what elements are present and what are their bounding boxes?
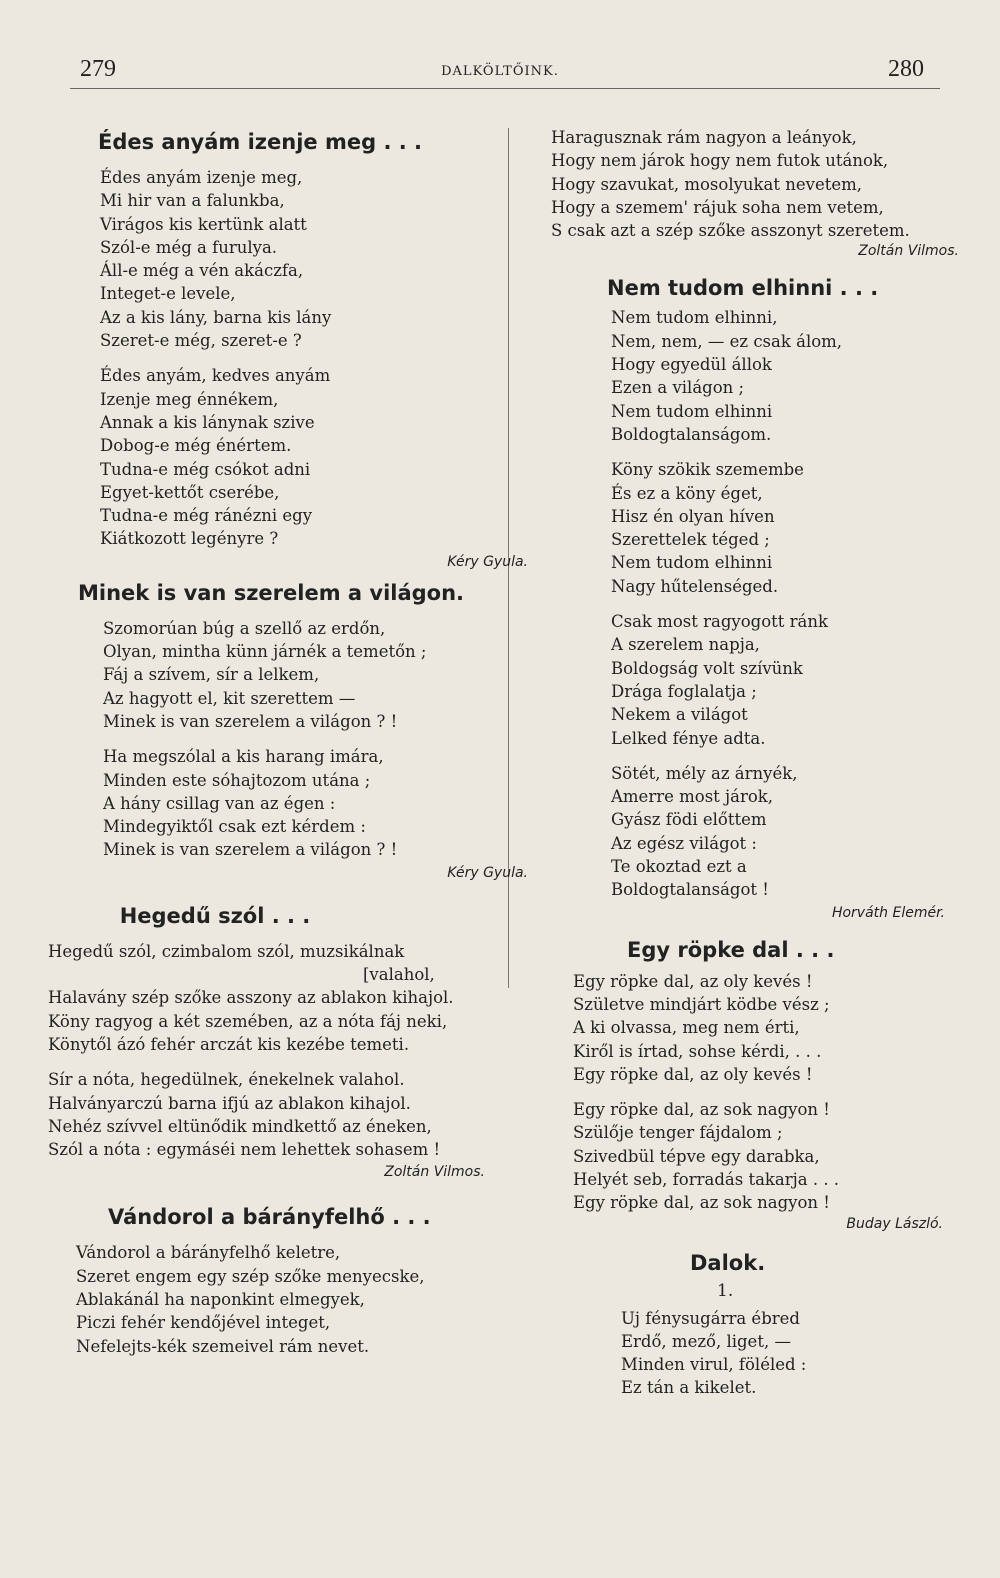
verse-line: Egy röpke dal, az sok nagyon ! (573, 1193, 830, 1213)
verse-line: Fáj a szívem, sír a lelkem, (103, 665, 320, 685)
poem-dalok (545, 1249, 965, 1400)
verse-line: Uj fénysugárra ébred (621, 1308, 800, 1328)
verse-line: Egyet-kettőt cserébe, (100, 482, 280, 502)
stanza (100, 166, 490, 352)
poem-author: Horváth Elemér. (831, 904, 945, 921)
stanza (611, 610, 965, 750)
verse-line: [valahol, (363, 965, 435, 985)
poem-edes-anyam (98, 128, 528, 573)
verse-line: Csak most ragyogott ránk (611, 612, 828, 632)
verse-line: Szól-e még a furulya. (100, 237, 278, 257)
stanza (103, 745, 490, 861)
page-header (0, 56, 1000, 86)
verse-line: A ki olvassa, meg nem érti, (573, 1018, 800, 1038)
verse-line: Hegedű szól, czimbalom szól, muzsikálnak (48, 941, 405, 961)
verse-line: Nefelejts-kék szemeivel rám nevet. (76, 1336, 370, 1356)
verse-line: S csak azt a szép szőke asszonyt szeretem. (551, 221, 910, 241)
stanza (76, 1241, 490, 1357)
verse-line: Szeret-e még, szeret-e ? (100, 331, 302, 351)
verse-line: Minden este sóhajtozom utána ; (103, 770, 371, 790)
poem-title: Vándorol a bárányfelhő . . . (108, 1205, 431, 1230)
stanza (621, 1307, 965, 1400)
stanza (551, 126, 965, 242)
stanza (48, 1068, 490, 1161)
stanza (573, 1098, 965, 1214)
right-column (545, 126, 965, 1412)
verse-line: Nem tudom elhinni (611, 553, 773, 573)
verse-line: Születve mindjárt ködbe vész ; (573, 994, 830, 1014)
verse-line: Nem tudom elhinni (611, 401, 773, 421)
verse-line: Vándorol a bárányfelhő keletre, (76, 1243, 341, 1263)
verse-line: Szomorúan búg a szellő az erdőn, (103, 618, 386, 638)
verse-line: Minek is van szerelem a világon ? ! (103, 711, 398, 731)
verse-line: Áll-e még a vén akáczfa, (100, 261, 304, 281)
verse-line: Hogy szavukat, mosolyukat nevetem, (551, 174, 863, 194)
poem-author: Kéry Gyula. (447, 553, 528, 570)
poem-author: Kéry Gyula. (447, 864, 528, 881)
stanza (611, 458, 965, 598)
poem-hegedu-szol (40, 902, 490, 1184)
poem-title: Édes anyám izenje meg . . . (98, 130, 422, 154)
poem-vandorol (40, 1203, 490, 1357)
verse-line: Minek is van szerelem a világon ? ! (103, 840, 398, 860)
verse-line: Gyász födi előttem (611, 810, 767, 830)
verse-line: Nem, nem, — ez csak álom, (611, 331, 843, 351)
verse-line: A hány csillag van az égen : (103, 793, 336, 813)
stanza (573, 970, 965, 1086)
poem-author: Zoltán Vilmos. (384, 1164, 485, 1181)
verse-line: Szerettelek téged ; (611, 530, 770, 550)
verse-line: Ablakánál ha naponkint elmegyek, (76, 1289, 365, 1309)
stanza (611, 762, 965, 902)
verse-line: Piczi fehér kendőjével integet, (76, 1313, 331, 1333)
poem-body (611, 306, 965, 901)
verse-line: Szeret engem egy szép szőke menyecske, (76, 1266, 425, 1286)
stanza (611, 306, 965, 446)
verse-line: Tudna-e még csókot adni (100, 459, 311, 479)
verse-line: Minden virul, föléled : (621, 1355, 807, 1375)
poem-egy-ropke-dal (545, 936, 965, 1235)
verse-line: Sír a nóta, hegedülnek, énekelnek valahol. (48, 1070, 405, 1090)
stanza (103, 617, 490, 733)
verse-line: Az hagyott el, kit szerettem — (103, 688, 356, 708)
verse-line: Az egész világot : (611, 833, 757, 853)
verse-line: Hogy nem járok hogy nem futok utánok, (551, 151, 889, 171)
verse-line: Integet-e levele, (100, 284, 236, 304)
poem-title: Minek is van szerelem a világon. (78, 580, 465, 605)
poem-author: Zoltán Vilmos. (858, 243, 959, 260)
verse-line: Drága foglalatja ; (611, 681, 757, 701)
poem-title: Dalok. (690, 1250, 766, 1275)
header-rule (70, 88, 940, 89)
verse-line: Egy röpke dal, az oly kevés ! (573, 971, 813, 991)
verse-line: Izenje meg énnékem, (100, 389, 279, 409)
verse-line: Virágos kis kertünk alatt (100, 214, 307, 234)
verse-line: Halavány szép szőke asszony az ablakon kihajol. (48, 988, 454, 1008)
verse-line: Annak a kis lánynak szive (100, 412, 315, 432)
verse-line: Édes anyám, kedves anyám (100, 366, 331, 386)
verse-line: Szól a nóta : egymáséi nem lehettek sohasem ! (48, 1140, 441, 1160)
verse-line: Hogy a szemem' rájuk soha nem vetem, (551, 197, 884, 217)
verse-line: Nagy hűtelenséged. (611, 576, 779, 596)
section-number: 1. (717, 1280, 734, 1301)
verse-line: Kiről is írtad, sohse kérdi, . . . (573, 1041, 822, 1061)
verse-line: Helyét seb, forradás takarja . . . (573, 1169, 840, 1189)
verse-line: Hogy egyedül állok (611, 355, 772, 375)
verse-line: Halványarczú barna ifjú az ablakon kihajol. (48, 1093, 411, 1113)
verse-line: Az a kis lány, barna kis lány (100, 307, 332, 327)
verse-line: Mindegyiktől csak ezt kérdem : (103, 817, 366, 837)
poem-title: Egy röpke dal . . . (627, 937, 835, 962)
verse-line: Nekem a világot (611, 705, 748, 725)
verse-line: Erdő, mező, liget, — (621, 1331, 791, 1351)
verse-line: Könytől ázó fehér arczát kis kezébe temeti. (48, 1034, 410, 1054)
verse-line: Hisz én olyan híven (611, 506, 775, 526)
verse-line: Nehéz szívvel eltünődik mindkettő az éneken, (48, 1116, 432, 1136)
verse-line: Ha megszólal a kis harang imára, (103, 747, 384, 767)
verse-line: Boldogtalanságom. (611, 424, 772, 444)
poem-title: Nem tudom elhinni . . . (607, 276, 879, 301)
verse-line: A szerelem napja, (611, 635, 760, 655)
verse-line: Haragusznak rám nagyon a leányok, (551, 128, 857, 147)
poem-title: Hegedű szól . . . (119, 903, 311, 928)
verse-line: Dobog-e még énértem. (100, 436, 292, 456)
verse-line: Ezen a világon ; (611, 378, 745, 398)
poem-minek-is-van (78, 579, 528, 884)
running-title: DALKÖLTŐINK. (441, 64, 559, 79)
verse-line: Édes anyám izenje meg, (100, 168, 303, 187)
poem-body (573, 970, 965, 1215)
verse-line: Nem tudom elhinni, (611, 308, 778, 328)
verse-line: Egy röpke dal, az sok nagyon ! (573, 1100, 830, 1120)
left-column (40, 128, 528, 1370)
page-number-right: 280 (888, 56, 924, 82)
page-number-left: 279 (80, 56, 116, 82)
verse-line: Szülője tenger fájdalom ; (573, 1123, 783, 1143)
verse-line: Mi hir van a falunkba, (100, 191, 285, 211)
verse-line: Egy röpke dal, az oly kevés ! (573, 1064, 813, 1084)
verse-line: Sötét, mély az árnyék, (611, 763, 798, 783)
verse-line: Te okoztad ezt a (611, 857, 747, 877)
verse-line: Lelked fénye adta. (611, 728, 766, 748)
verse-line: Tudna-e még ránézni egy (100, 506, 313, 526)
poem-author: Buday László. (846, 1215, 943, 1232)
poem-haragusznak (545, 126, 965, 262)
verse-line: Boldogtalanságot ! (611, 880, 769, 900)
stanza (48, 940, 490, 1056)
verse-line: Kiátkozott legényre ? (100, 529, 279, 549)
verse-line: Amerre most járok, (611, 787, 774, 807)
verse-line: Szivedbül tépve egy darabka, (573, 1146, 820, 1166)
verse-line: Olyan, mintha künn járnék a temetőn ; (103, 642, 427, 662)
verse-line: Ez tán a kikelet. (621, 1378, 757, 1398)
verse-line: Köny ragyog a két szemében, az a nóta fáj neki, (48, 1011, 448, 1031)
stanza (100, 364, 490, 550)
verse-line: Köny szökik szemembe (611, 460, 804, 480)
poem-nem-tudom-elhinni (545, 274, 965, 923)
verse-line: És ez a köny éget, (611, 483, 763, 503)
verse-line: Boldogság volt szívünk (611, 658, 803, 678)
